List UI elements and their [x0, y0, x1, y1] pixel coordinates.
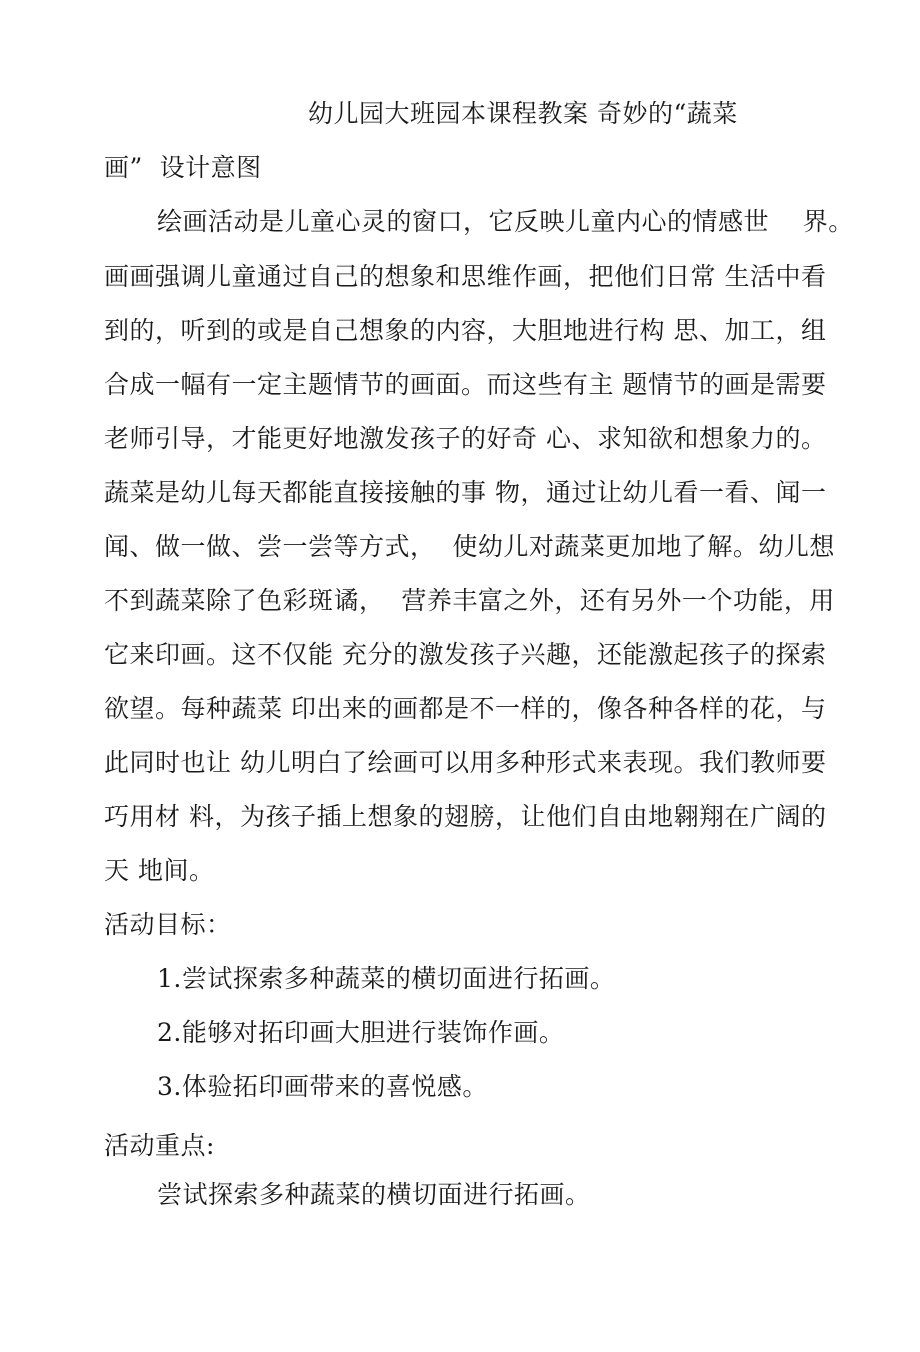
document-title-line1: 幼儿园大班园本课程教案 奇妙的“蔬菜 [308, 99, 738, 128]
focus-heading: 活动重点: [104, 1131, 215, 1160]
intro-line: 到的，听到的或是自己想象的内容，大胆地进行构 思、加工，组 [104, 316, 827, 345]
document-title-line2: 画” 设计意图 [104, 153, 262, 182]
intro-line: 此同时也让 幼儿明白了绘画可以用多种形式来表现。我们教师要 [104, 748, 827, 777]
goal-item: 1.尝试探索多种蔬菜的横切面进行拓画。 [157, 964, 616, 993]
goal-item: 2.能够对拓印画大胆进行装饰作画。 [157, 1018, 565, 1047]
intro-line: 巧用材 料，为孩子插上想象的翅膀，让他们自由地翱翔在广阔的 [104, 802, 827, 831]
goal-item: 3.体验拓印画带来的喜悦感。 [157, 1072, 488, 1101]
focus-text: 尝试探索多种蔬菜的横切面进行拓画。 [157, 1180, 591, 1209]
intro-line: 绘画活动是儿童心灵的窗口，它反映儿童内心的情感世 界。 [157, 207, 854, 236]
intro-line: 老师引导，才能更好地激发孩子的好奇 心、求知欲和想象力的。 [104, 424, 827, 453]
intro-line: 画画强调儿童通过自己的想象和思维作画，把他们日常 生活中看 [104, 262, 827, 291]
intro-line: 它来印画。这不仅能 充分的激发孩子兴趣，还能激起孩子的探索 [104, 640, 827, 669]
intro-line: 蔬菜是幼儿每天都能直接接触的事 物，通过让幼儿看一看、闻一 [104, 478, 827, 507]
intro-line: 欲望。每种蔬菜 印出来的画都是不一样的，像各种各样的花，与 [104, 694, 827, 723]
goals-heading: 活动目标： [104, 910, 232, 939]
intro-line: 不到蔬菜除了色彩斑谲， 营养丰富之外，还有另外一个功能，用 [104, 586, 835, 615]
intro-line: 合成一幅有一定主题情节的画面。而这些有主 题情节的画是需要 [104, 370, 827, 399]
intro-line: 闻、做一做、尝一尝等方式， 使幼儿对蔬菜更加地了解。幼儿想 [104, 532, 835, 561]
intro-line: 天 地间。 [104, 856, 215, 885]
